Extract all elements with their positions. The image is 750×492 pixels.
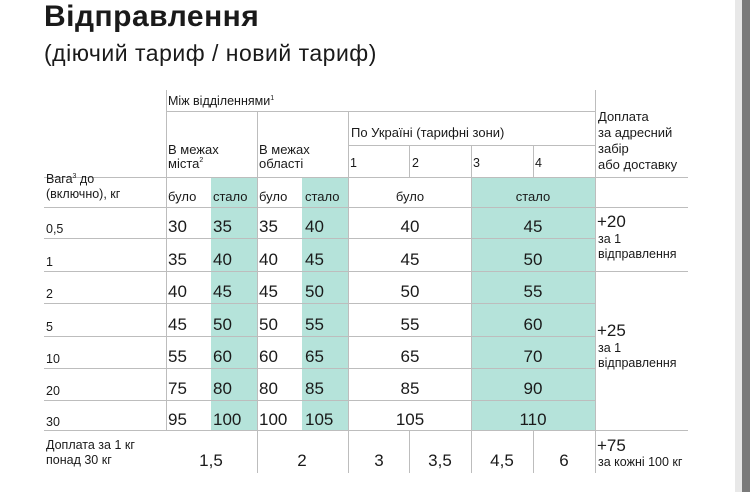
region-was-value: 45 — [259, 282, 278, 301]
ukraine-now-value: 55 — [523, 282, 543, 301]
row-weight: 1 — [46, 255, 53, 269]
extra-region-value: 2 — [297, 451, 307, 470]
extra-zone1-value: 3 — [374, 451, 384, 470]
zone-4-label: 4 — [535, 156, 542, 170]
region-was-value: 100 — [259, 410, 288, 429]
city-was-header: було — [168, 189, 197, 204]
line-header-bottom — [44, 177, 688, 178]
col-line — [533, 430, 534, 473]
surcharge-1-line1: за 1 — [598, 232, 622, 246]
page-subtitle: (діючий тариф / новий тариф) — [44, 40, 377, 66]
header-within-region: В межах — [259, 142, 310, 157]
ukraine-was-header: було — [395, 189, 425, 204]
city-now-value: 80 — [213, 379, 232, 398]
extra-zone4-value: 6 — [559, 451, 569, 470]
row-line — [44, 271, 688, 272]
row-weight: 30 — [46, 415, 60, 429]
region-now-value: 65 — [305, 347, 324, 366]
col-line — [166, 90, 167, 430]
region-now-value: 105 — [305, 410, 334, 429]
city-now-value: 50 — [213, 315, 232, 334]
surcharge-2-amount: +25 — [597, 321, 626, 340]
row-line — [44, 303, 595, 304]
region-now-value: 85 — [305, 379, 324, 398]
header-weight-2: (включно), кг — [46, 187, 121, 201]
city-was-value: 35 — [168, 250, 187, 269]
city-was-value: 40 — [168, 282, 187, 301]
header-surcharge-1: Доплата — [598, 109, 649, 124]
header-weight: Вага$^3$ до — [46, 172, 95, 186]
extra-zone2-value: 3,5 — [428, 451, 452, 470]
region-now-value: 40 — [305, 217, 324, 236]
col-line — [471, 145, 472, 473]
page-title: Відправлення — [44, 0, 260, 33]
extra-row-label-1: Доплата за 1 кг — [46, 438, 135, 452]
header-within-city: В межах — [168, 142, 219, 157]
window-scrollbar-edge[interactable] — [742, 0, 750, 492]
city-was-value: 75 — [168, 379, 187, 398]
ukraine-now-value: 110 — [519, 410, 547, 429]
surcharge-2-line2: відправлення — [598, 356, 677, 370]
ukraine-now-value: 90 — [523, 379, 543, 398]
col-line — [409, 145, 410, 177]
row-line — [44, 400, 595, 401]
row-weight: 0,5 — [46, 222, 64, 236]
city-now-value: 35 — [213, 217, 232, 236]
city-was-value: 55 — [168, 347, 187, 366]
col-line — [409, 430, 410, 473]
surcharge-1-amount: +20 — [597, 212, 626, 231]
region-now-value: 50 — [305, 282, 324, 301]
region-was-value: 50 — [259, 315, 278, 334]
city-now-header: стало — [213, 189, 248, 204]
region-now-header: стало — [305, 189, 340, 204]
surcharge-2-line1: за 1 — [598, 341, 622, 355]
header-surcharge-4: або доставку — [598, 157, 678, 172]
city-now-value: 45 — [213, 282, 232, 301]
ukraine-was-value: 50 — [400, 282, 420, 301]
zone-1-label: 1 — [350, 156, 357, 170]
window-shadow — [735, 0, 742, 492]
row-line — [44, 430, 688, 431]
header-surcharge-2: за адресний — [598, 125, 673, 140]
line-subheader-bottom — [44, 207, 688, 208]
row-line — [44, 336, 595, 337]
col-line — [348, 111, 349, 473]
region-was-value: 40 — [259, 250, 278, 269]
ukraine-now-header: стало — [515, 189, 551, 204]
city-now-value: 40 — [213, 250, 232, 269]
extra-zone3-value: 4,5 — [490, 451, 514, 470]
extra-row-label-2: понад 30 кг — [46, 453, 112, 467]
surcharge-3-amount: +75 — [597, 436, 626, 455]
col-line — [595, 90, 596, 473]
col-line — [257, 111, 258, 473]
row-line — [44, 368, 595, 369]
region-was-value: 35 — [259, 217, 278, 236]
line-under-between — [166, 111, 595, 112]
ukraine-was-value: 85 — [400, 379, 420, 398]
header-surcharge-3: забір — [598, 141, 629, 156]
col-line — [533, 145, 534, 177]
zone-2-label: 2 — [412, 156, 419, 170]
ukraine-was-value: 40 — [400, 217, 420, 236]
city-was-value: 95 — [168, 410, 187, 429]
region-now-value: 45 — [305, 250, 324, 269]
header-ukraine-zones: По Україні (тарифні зони) — [351, 125, 505, 140]
extra-city-value: 1,5 — [199, 451, 223, 470]
ukraine-now-value: 60 — [523, 315, 543, 334]
region-was-value: 80 — [259, 379, 278, 398]
surcharge-3-line1: за кожні 100 кг — [598, 455, 683, 469]
region-was-value: 60 — [259, 347, 278, 366]
ukraine-was-value: 55 — [400, 315, 420, 334]
zone-3-label: 3 — [473, 156, 480, 170]
header-within-region-2: області — [259, 156, 304, 171]
row-weight: 10 — [46, 352, 60, 366]
row-weight: 2 — [46, 287, 53, 301]
city-now-value: 60 — [213, 347, 232, 366]
region-was-header: було — [259, 189, 288, 204]
ukraine-now-value: 70 — [523, 347, 543, 366]
row-line — [44, 238, 595, 239]
city-now-value: 100 — [213, 410, 242, 429]
ukraine-was-value: 45 — [400, 250, 420, 269]
ukraine-was-value: 105 — [395, 410, 425, 429]
city-was-value: 30 — [168, 217, 187, 236]
surcharge-1-line2: відправлення — [598, 247, 677, 261]
header-within-city-2: міста$^2$ — [168, 156, 204, 171]
city-was-value: 45 — [168, 315, 187, 334]
row-weight: 5 — [46, 320, 53, 334]
ukraine-was-value: 65 — [400, 347, 420, 366]
row-weight: 20 — [46, 384, 60, 398]
ukraine-now-value: 45 — [523, 217, 543, 236]
ukraine-now-value: 50 — [523, 250, 543, 269]
region-now-value: 55 — [305, 315, 324, 334]
header-between-branches: Між відділеннями$^1$ — [168, 94, 275, 108]
